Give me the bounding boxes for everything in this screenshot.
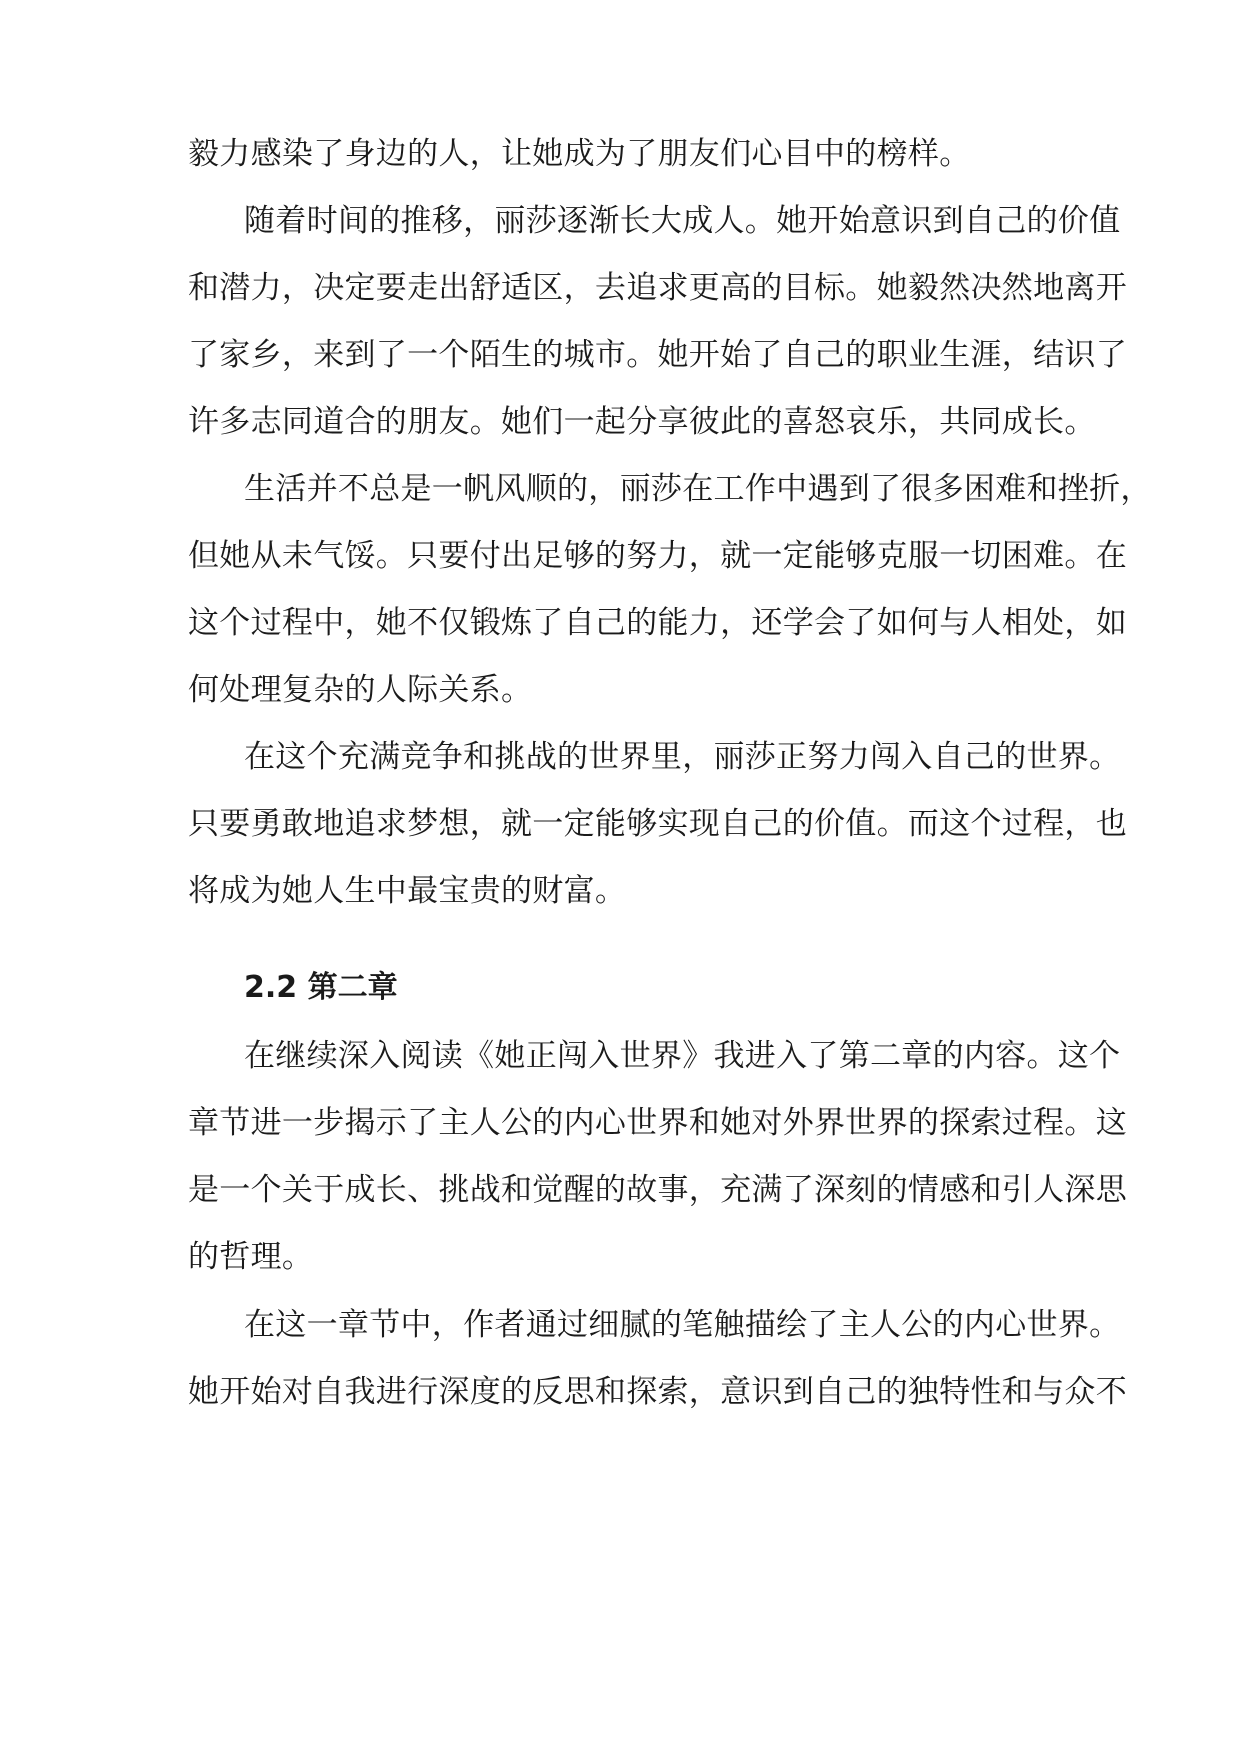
- text-line: 了家乡，来到了一个陌生的城市。她开始了自己的职业生涯，结识了: [188, 337, 1127, 373]
- text-line: 但她从未气馁。只要付出足够的努力，就一定能够克服一切困难。在: [188, 538, 1127, 574]
- text-line: 在继续深入阅读《她正闯入世界》我进入了第二章的内容。这个: [244, 1038, 1121, 1074]
- section-heading: 2.2 第二章: [244, 970, 398, 1005]
- text-line: 何处理复杂的人际关系。: [188, 672, 533, 708]
- text-line: 在这个充满竞争和挑战的世界里，丽莎正努力闯入自己的世界。: [244, 739, 1121, 775]
- text-line: 随着时间的推移，丽莎逐渐长大成人。她开始意识到自己的价值: [244, 203, 1121, 239]
- text-line: 的哲理。: [188, 1239, 314, 1275]
- text-line: 在这一章节中，作者通过细腻的笔触描绘了主人公的内心世界。: [244, 1307, 1121, 1343]
- text-line: 许多志同道合的朋友。她们一起分享彼此的喜怒哀乐，共同成长。: [188, 404, 1096, 440]
- text-line: 将成为她人生中最宝贵的财富。: [188, 873, 627, 909]
- text-line: 是一个关于成长、挑战和觉醒的故事，充满了深刻的情感和引人深思: [188, 1172, 1127, 1208]
- text-line: 毅力感染了身边的人，让她成为了朋友们心目中的榜样。: [188, 136, 971, 172]
- text-line: 只要勇敢地追求梦想，就一定能够实现自己的价值。而这个过程，也: [188, 806, 1127, 842]
- text-line: 章节进一步揭示了主人公的内心世界和她对外界世界的探索过程。这: [188, 1105, 1127, 1141]
- text-line: 这个过程中，她不仅锻炼了自己的能力，还学会了如何与人相处，如: [188, 605, 1127, 641]
- text-line: 她开始对自我进行深度的反思和探索，意识到自己的独特性和与众不: [188, 1374, 1127, 1410]
- text-line: 和潜力，决定要走出舒适区，去追求更高的目标。她毅然决然地离开: [188, 270, 1127, 306]
- text-line: 生活并不总是一帆风顺的，丽莎在工作中遇到了很多困难和挫折，: [244, 471, 1152, 507]
